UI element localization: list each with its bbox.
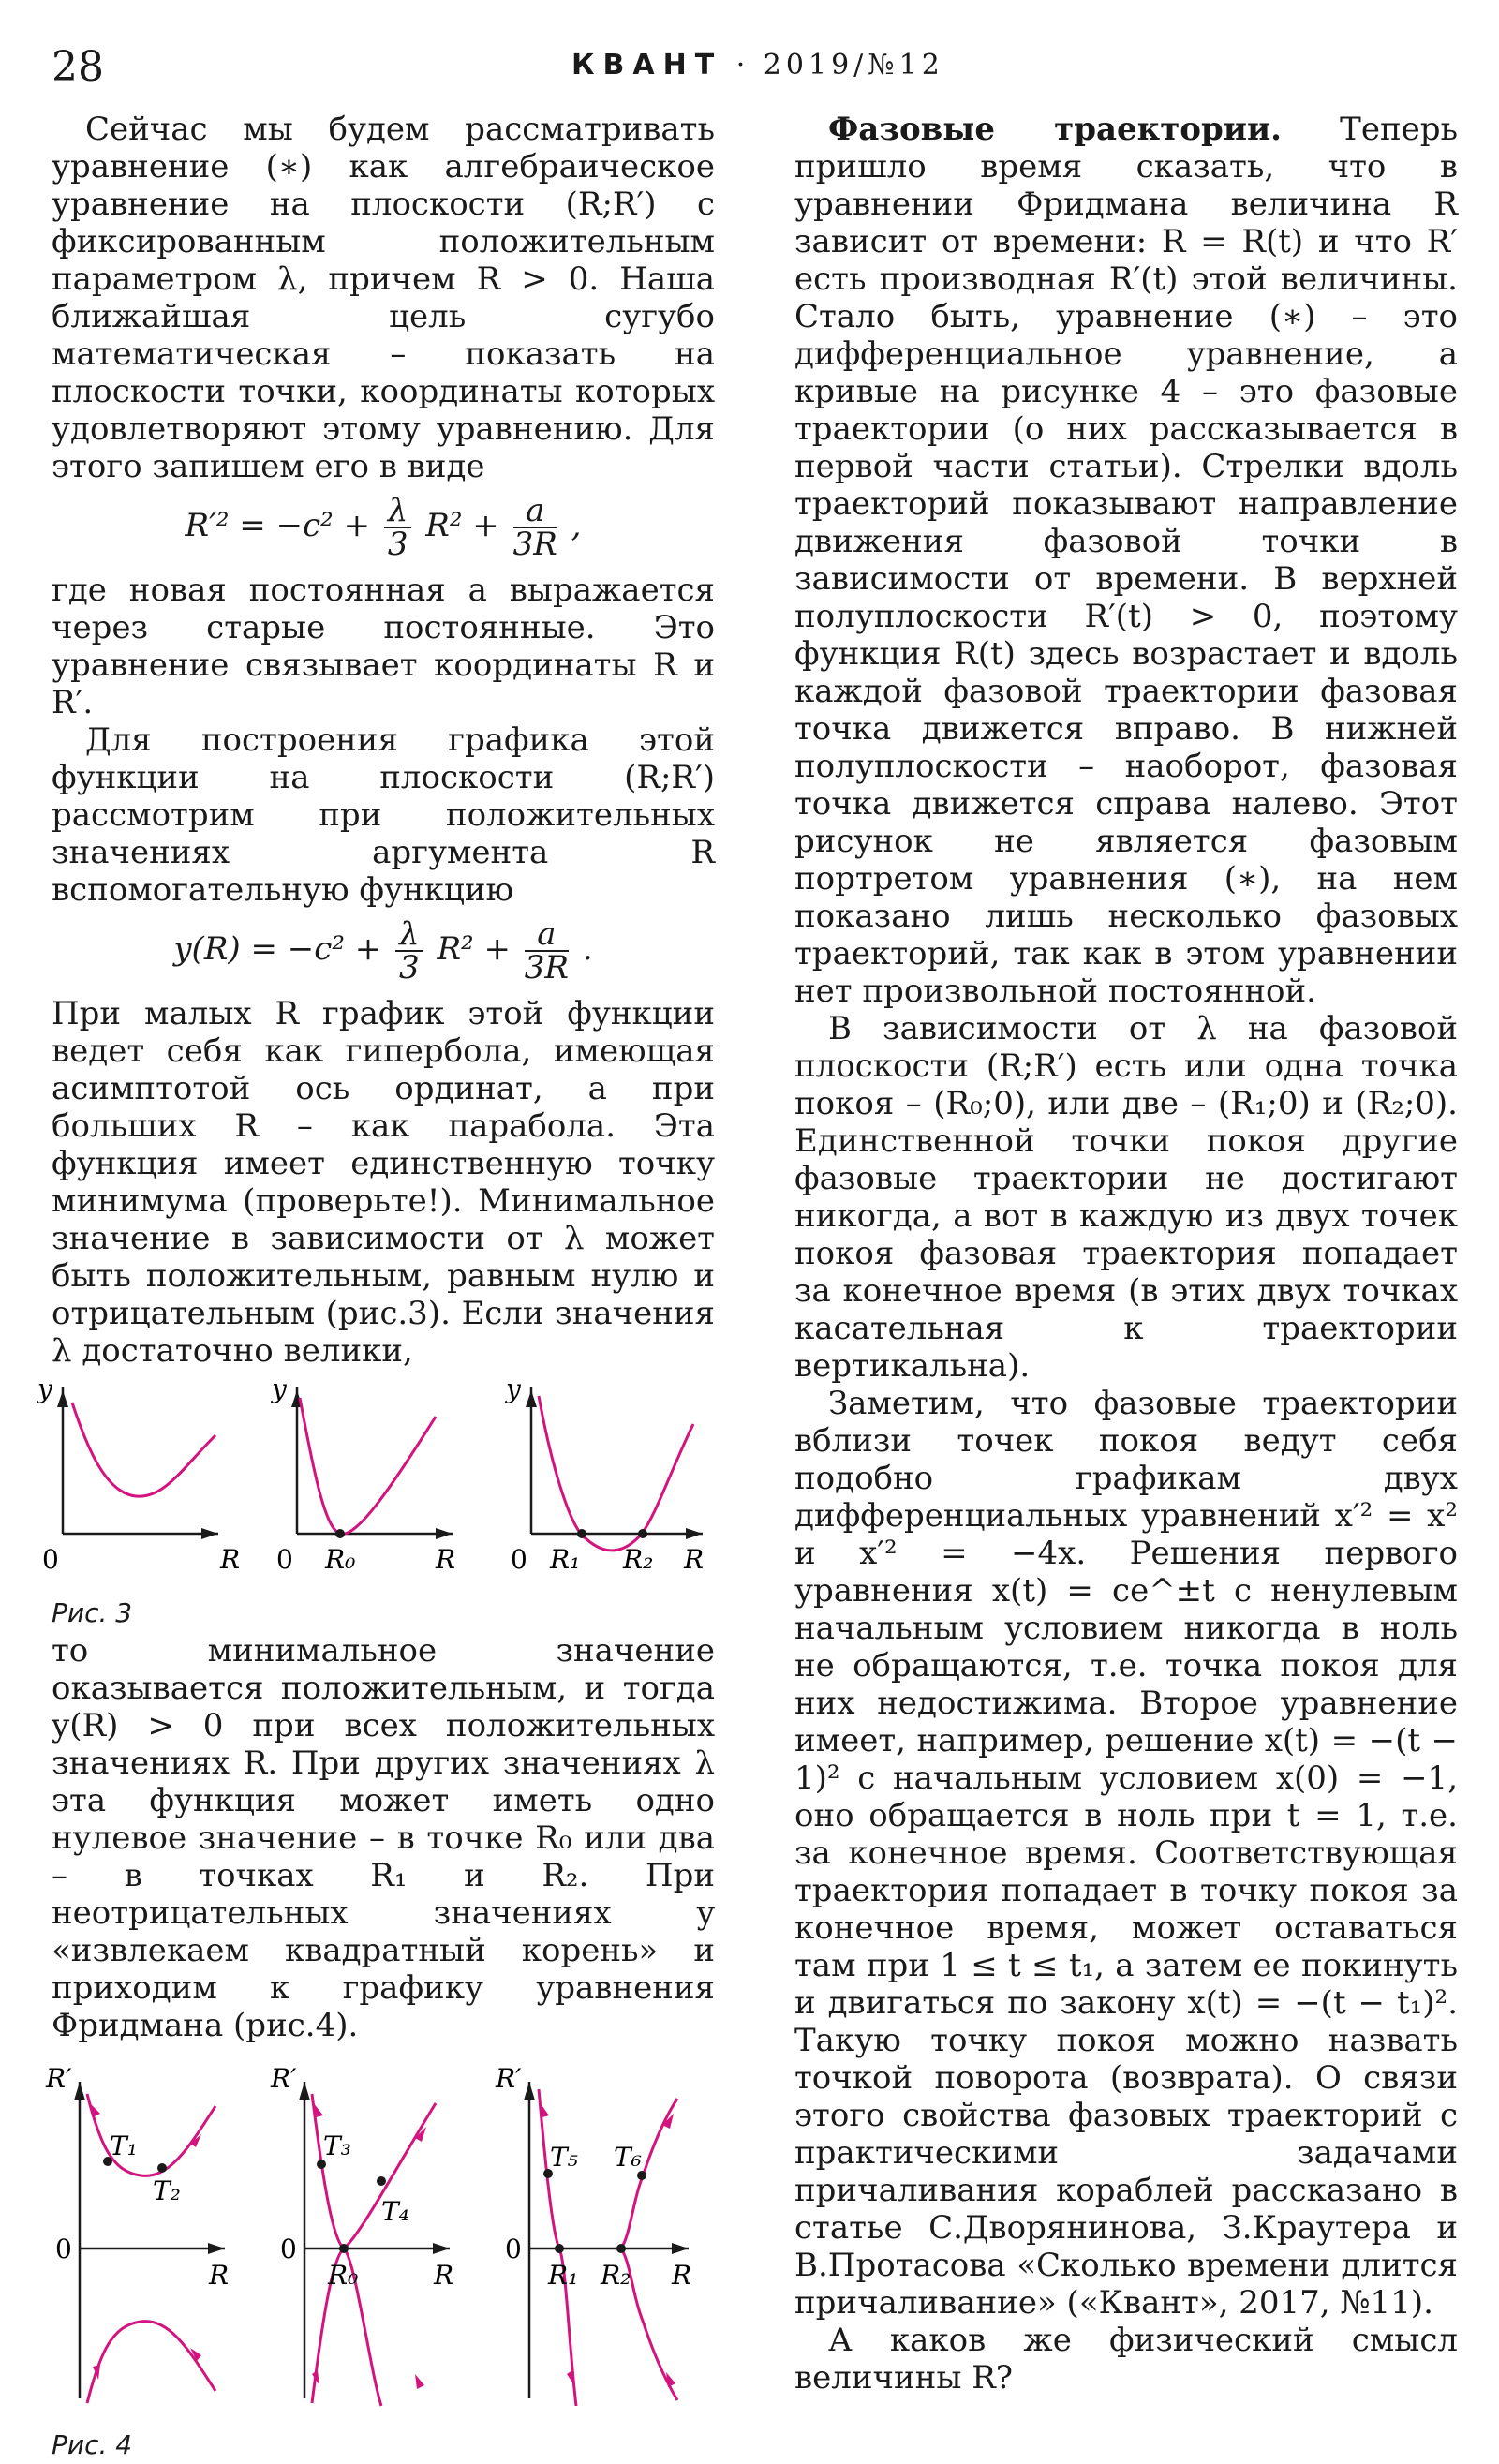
running-title [571,49,944,82]
axis-arrow [686,1528,703,1539]
axis-arrow [208,2243,225,2254]
fig3-panel-positive-min [36,1373,240,1575]
page-number: 28 [52,43,104,91]
point-R0 [335,1529,345,1538]
equation-part: . [582,930,593,968]
label-y: y [506,1373,521,1404]
figure-3-caption: Рис. 3 [52,1597,133,1628]
page-header [0,39,1499,96]
paragraph: При малых R график этой функции ведет себя как гипербола, имеющая асимптотой ось ординат, а при больших R – как парабола. Эта функция имеет единственную точку минимума (проверьте!). Минимальное значение в зависимости от λ может быть положительным, равным нулю и отрицательным (рис.3). Если значения λ достаточно велики, [52,995,715,1370]
label-R: R [209,2260,230,2291]
numerator: a [513,495,557,528]
label-zero: 0 [42,1544,59,1575]
fig4-panel-no-rest [45,2063,229,2403]
paragraph: где новая постоянная a выражается через старые постоянные. Это уравнение связывает координаты R и R′. [52,571,715,721]
curve [300,1398,436,1534]
fraction [395,915,423,987]
paragraph: то минимальное значение оказывается положительным, и тогда y(R) > 0 при всех положительных значениях R. При других значениях λ эта функция может иметь одно нулевое значение – в точке R₀ или два – в точках R₁ и R₂. При неотрицательных значениях y «извлекаем квадратный корень» и приходим к графику уравнения Фридмана (рис.4). [52,1632,715,2044]
journal-name: КВАНТ [571,49,723,82]
point-R1 [577,1529,586,1538]
label-zero: 0 [511,1544,527,1575]
point-T2 [157,2163,167,2173]
point-T4 [377,2176,386,2186]
equation-part: , [571,507,582,544]
paragraph-text: Теперь пришло время сказать, что в уравнении Фридмана величина R зависит от времени: R = R(t) и что R′ есть производная R′(t) этой величины. Стало быть, уравнение (∗) – это дифференциальное уравнение, а кривые на рисунке 4 – это фазовые траектории (о них рассказывается в первой части статьи). Стрелки вдоль траекторий показывают направление движения фазовой точки в зависимости от времени. В верхней полуплоскости R′(t) > 0, поэтому функция R(t) здесь возрастает и вдоль каждой фазовой траектории фазовая точка движется вправо. В нижней полуплоскости – наоборот, фазовая точка движется справа налево. Этот рисунок не является фазовым портретом уравнения (∗), на нем показано лишь несколько фазовых траекторий, так как в этом уравнении нет произвольной постоянной. [794,111,1459,1010]
point-R1 [555,2244,564,2253]
point-R0 [339,2244,349,2253]
fraction [512,492,557,563]
label-T4: T₄ [381,2196,409,2227]
label-T1: T₁ [110,2130,138,2161]
axis-arrow [201,1528,218,1539]
axis-arrow [57,1390,68,1407]
label-zero: 0 [55,2234,72,2264]
label-R1: R₁ [548,2260,579,2291]
equation-part: R′² = −c² + [185,507,371,544]
paragraph [794,111,1458,1010]
figure-4 [46,2061,715,2427]
axis-arrow [74,2082,85,2100]
curve [539,1396,693,1551]
label-y: y [37,1373,52,1404]
equation-part: y(R) = −c² + [173,930,382,968]
label-T3: T₃ [323,2130,351,2161]
paragraph: Для построения графика этой функции на плоскости (R;R′) рассмотрим при положительных значениях аргумента R вспомогательную функцию [52,721,715,909]
point-R2 [638,1529,647,1538]
label-T2: T₂ [153,2175,181,2206]
denominator: 3 [399,949,420,987]
equation-friedmann-squared [52,492,715,563]
fig4-panel-two-rest [495,2063,691,2406]
numerator: λ [384,495,412,528]
axis-arrow [436,1528,453,1539]
label-T5: T₅ [550,2142,578,2173]
label-R: R [434,2260,454,2291]
label-R0: R₀ [328,2260,359,2291]
label-R: R [220,1544,241,1575]
denominator: 3R [524,949,570,987]
label-R1: R₁ [550,1544,581,1575]
label-Rprime: R′ [271,2063,297,2094]
label-zero: 0 [280,2234,297,2264]
label-Rprime: R′ [496,2063,522,2094]
fig3-panel-negative-min [504,1373,704,1575]
label-R: R [684,1544,705,1575]
axis-arrow [433,2243,450,2254]
numerator: λ [395,918,423,952]
label-T6: T₆ [614,2142,642,2173]
fraction [524,915,570,987]
left-column [37,111,715,2464]
fig3-panel-zero-min [270,1373,455,1575]
label-R0: R₀ [325,1544,356,1575]
numerator: a [525,918,569,952]
right-column [794,111,1458,2397]
label-zero: 0 [276,1544,293,1575]
arrow [415,2374,424,2389]
figure-4-caption: Рис. 4 [52,2429,133,2460]
axis-arrow [524,2082,535,2100]
section-heading: Фазовые траектории. [828,111,1283,148]
issue-number: · 2019/№12 [735,49,944,82]
equation-part: R² + [437,930,511,968]
paragraph: Заметим, что фазовые траектории вблизи точек покоя ведут себя подобно графикам двух дифференциальных уравнений x′² = x² и x′² = −4x. Решения первого уравнения x(t) = ce^±t с ненулевым начальным условием никогда в ноль не обращаются, т.е. точка покоя для них недостижима. Второе уравнение имеет, например, решение x(t) = −(t − 1)² с начальным условием x(0) = −1, оно обращается в ноль при t = 1, т.е. за конечное время. Соответствующая траектория попадает в точку покоя за конечное время, может оставаться там при 1 ≤ t ≤ t₁, а затем ее покинуть и двигаться по закону x(t) = −(t − t₁)². Такую точку покоя можно назвать точкой поворота (возврата). О связи этого свойства фазовых траекторий с практическими задачами причаливания кораблей рассказано в статье С.Дворянинова, З.Краутера и В.Протасова «Сколько времени длится причаливание» («Квант», 2017, №11). [794,1385,1458,2322]
fraction [384,492,412,563]
equation-part: R² + [425,507,499,544]
label-R2: R₂ [623,1544,654,1575]
denominator: 3 [387,526,408,563]
label-Rprime: R′ [46,2063,72,2094]
point-R2 [616,2244,626,2253]
equation-auxiliary-function [52,915,715,987]
label-R2: R₂ [601,2260,631,2291]
label-R: R [672,2260,692,2291]
paragraph: В зависимости от λ на фазовой плоскости (R;R′) есть или одна точка покоя – (R₀;0), или две – (R₁;0) и (R₂;0). Единственной точки покоя другие фазовые траектории не достигают никогда, а вот в каждую из двух точек покоя фазовая траектория попадает за конечное время (в этих двух точках касательная к траектории вертикальна). [794,1010,1458,1385]
label-zero: 0 [505,2234,522,2264]
paragraph: Сейчас мы будем рассматривать уравнение (∗) как алгебраическое уравнение на плоскости (R;R′) с фиксированным положительным параметром λ, причем R > 0. Наша ближайшая цель сугубо математическая – показать на плоскости точки, координаты которых удовлетворяют этому уравнению. Для этого запишем его в виде [52,111,715,485]
axis-arrow [299,2082,310,2100]
axis-arrow [672,2243,689,2254]
curve [72,1403,215,1496]
paragraph: А каков же физический смысл величины R? [794,2322,1458,2397]
trajectory-lower [87,2322,215,2403]
label-R: R [436,1544,456,1575]
fig4-panel-one-rest [270,2063,453,2406]
figure-3 [37,1370,715,1595]
denominator: 3R [512,526,557,563]
label-y: y [272,1373,287,1404]
axis-arrow [526,1390,537,1407]
